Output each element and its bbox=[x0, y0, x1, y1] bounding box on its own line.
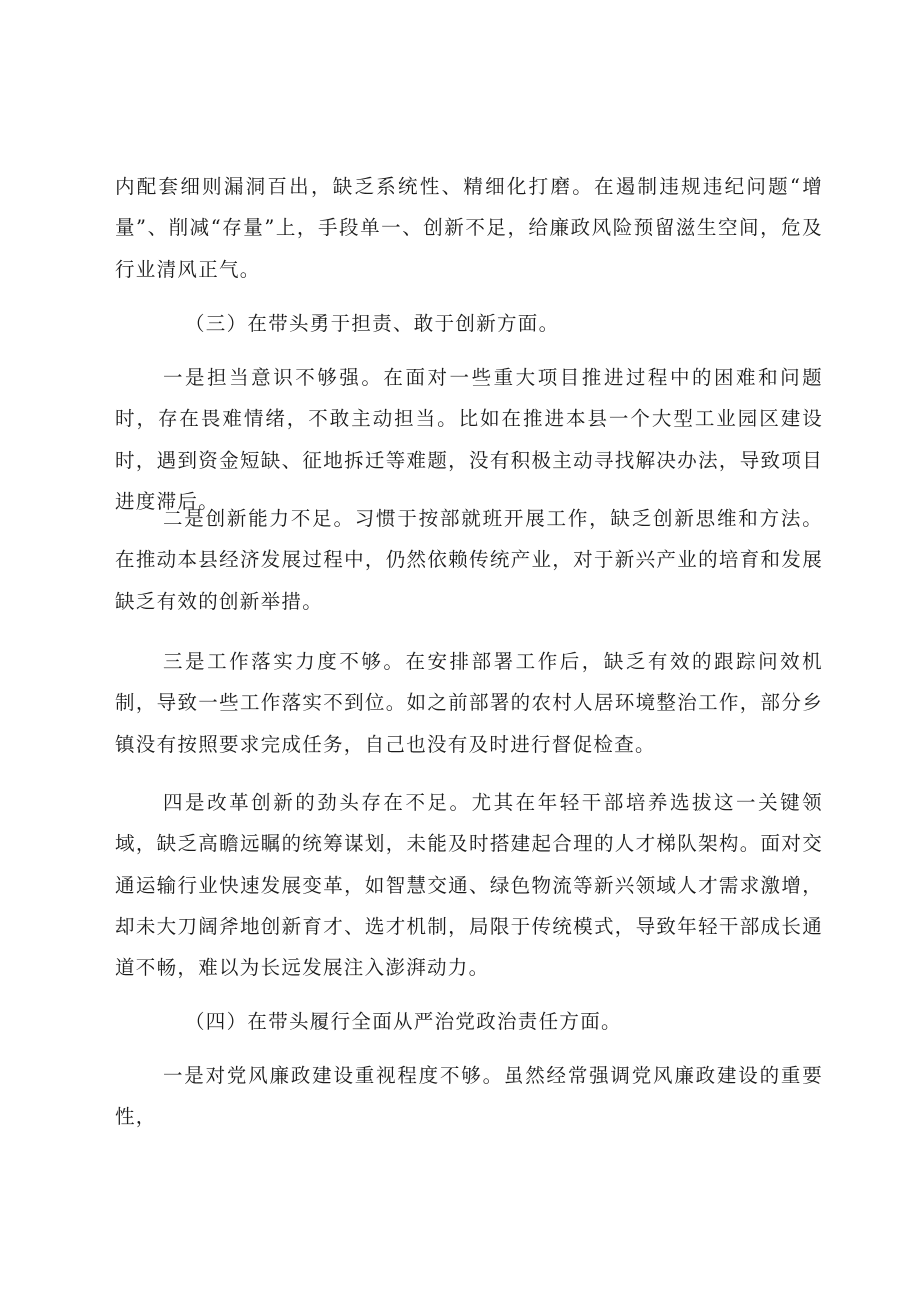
paragraph-4: 四是改革创新的劲头存在不足。尤其在年轻干部培养选拔这一关键领域，缺乏高瞻远瞩的统筹谋划，未能及时搭建起合理的人才梯队架构。面对交通运输行业快速发展变革，如智慧交通、绿色物流等新兴领域人才需求激增，却未大刀阔斧地创新育才、选才机制，局限于传统模式，导致年轻干部成长通道不畅，难以为长远发展注入澎湃动力。 bbox=[115, 791, 823, 980]
paragraph-3: 三是工作落实力度不够。在安排部署工作后，缺乏有效的跟踪问效机制，导致一些工作落实不到位。如之前部署的农村人居环境整治工作，部分乡镇没有按照要求完成任务，自己也没有及时进行督促检查。 bbox=[115, 650, 823, 756]
paragraph-1: 一是担当意识不够强。在面对一些重大项目推进过程中的困难和问题时，存在畏难情绪，不敢主动担当。比如在推进本县一个大型工业园区建设时，遇到资金短缺、征地拆迁等难题，没有积极主动寻找解决办法，导致项目进度滞后。 bbox=[115, 366, 823, 513]
paragraph-continuation: 内配套细则漏洞百出，缺乏系统性、精细化打磨。在遏制违规违纪问题“增量”、削减“存量”上，手段单一、创新不足，给廉政风险预留滋生空间，危及行业清风正气。 bbox=[115, 175, 823, 281]
section-heading-3: （三）在带头勇于担责、敢于创新方面。 bbox=[185, 312, 560, 335]
paragraph-2: 二是创新能力不足。习惯于按部就班开展工作，缺乏创新思维和方法。在推动本县经济发展过程中，仍然依赖传统产业，对于新兴产业的培育和发展缺乏有效的创新举措。 bbox=[115, 507, 823, 613]
section-heading-4: （四）在带头履行全面从严治党政治责任方面。 bbox=[185, 1010, 622, 1033]
paragraph-5: 一是对党风廉政建设重视程度不够。虽然经常强调党风廉政建设的重要性， bbox=[115, 1064, 823, 1129]
